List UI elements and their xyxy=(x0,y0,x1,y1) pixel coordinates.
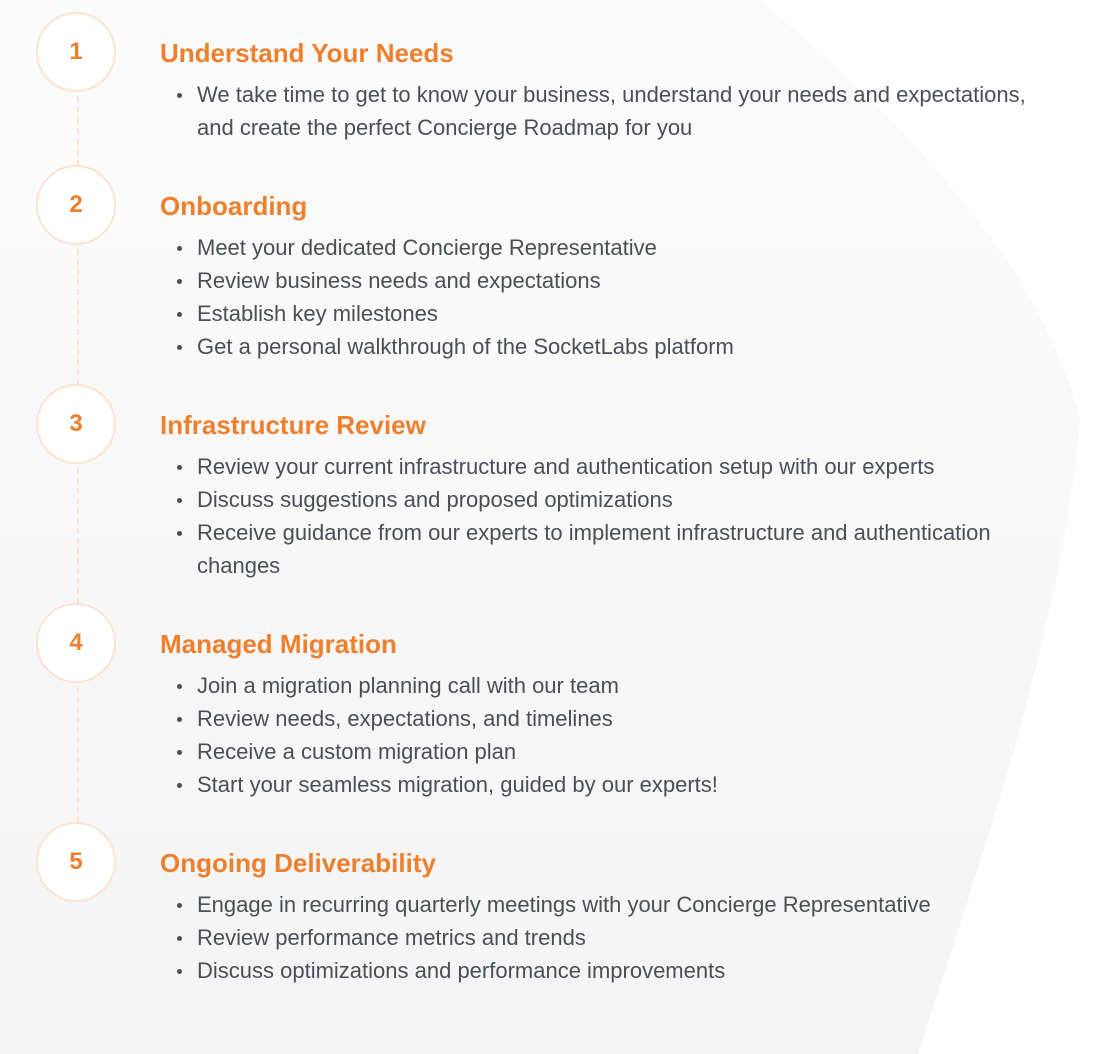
step-number-circle xyxy=(36,384,116,464)
step-title: Ongoing Deliverability xyxy=(160,848,436,878)
list-item: We take time to get to know your business, understand your needs and expectations, and create the perfect Concierge Roadmap for you xyxy=(174,78,1054,144)
step-number-circle xyxy=(36,165,116,245)
timeline-connector xyxy=(77,249,79,385)
timeline-connector xyxy=(77,687,79,823)
step-number-circle xyxy=(36,822,116,902)
step-number: 5 xyxy=(69,848,83,875)
list-item: Join a migration planning call with our team xyxy=(174,669,1054,702)
step-title: Onboarding xyxy=(160,191,308,221)
list-item: Discuss suggestions and proposed optimizations xyxy=(174,483,1054,516)
step-items xyxy=(174,78,1054,144)
list-item: Review business needs and expectations xyxy=(174,264,1054,297)
timeline-connector xyxy=(77,96,79,166)
step-items xyxy=(174,888,1054,987)
step-items xyxy=(174,450,1054,582)
timeline-connector xyxy=(77,468,79,604)
step-title: Infrastructure Review xyxy=(160,410,426,440)
list-item: Receive guidance from our experts to implement infrastructure and authentication changes xyxy=(174,516,1054,582)
list-item: Review your current infrastructure and authentication setup with our experts xyxy=(174,450,1054,483)
list-item: Review needs, expectations, and timelines xyxy=(174,702,1054,735)
list-item: Discuss optimizations and performance improvements xyxy=(174,954,1054,987)
step-number: 2 xyxy=(69,191,83,218)
list-item: Meet your dedicated Concierge Representative xyxy=(174,231,1054,264)
list-item: Review performance metrics and trends xyxy=(174,921,1054,954)
list-item: Receive a custom migration plan xyxy=(174,735,1054,768)
step-number-circle xyxy=(36,603,116,683)
step-number: 1 xyxy=(69,38,83,65)
step-number-circle xyxy=(36,12,116,92)
step-title: Managed Migration xyxy=(160,629,397,659)
step-title: Understand Your Needs xyxy=(160,38,454,68)
list-item: Engage in recurring quarterly meetings with your Concierge Representative xyxy=(174,888,1054,921)
list-item: Establish key milestones xyxy=(174,297,1054,330)
step-number: 3 xyxy=(69,410,83,437)
list-item: Start your seamless migration, guided by our experts! xyxy=(174,768,1054,801)
list-item: Get a personal walkthrough of the SocketLabs platform xyxy=(174,330,1054,363)
step-number: 4 xyxy=(69,629,83,656)
step-items xyxy=(174,669,1054,801)
step-items xyxy=(174,231,1054,363)
